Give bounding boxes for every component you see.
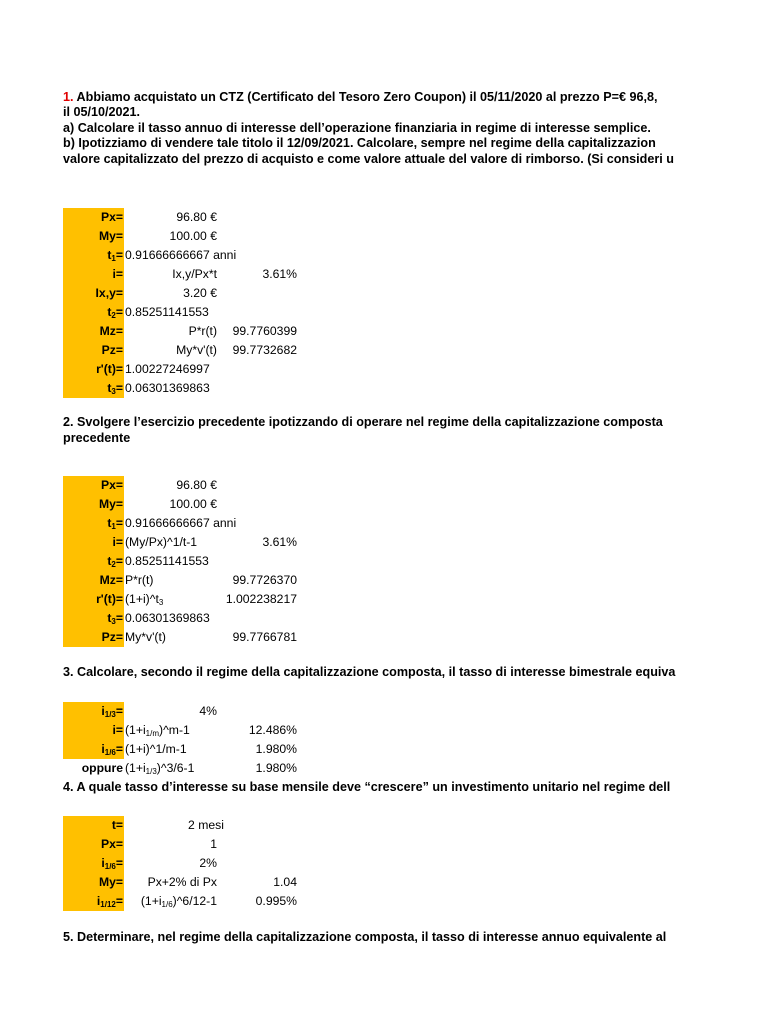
cell-label[interactable]: Pz= (63, 341, 124, 360)
cell-result[interactable]: 1.980% (255, 761, 297, 775)
cell-formula[interactable]: My*v'(t) (125, 630, 166, 644)
cell-formula[interactable]: $(1+i_{1/m})\^{}m-1$ (125, 723, 190, 738)
exercise-1-line-1: 1. Abbiamo acquistato un CTZ (Certificato del Tesoro Zero Coupon) il 05/11/2020 al prezzo P=€ 96,8, (63, 90, 658, 104)
cell-label[interactable]: Px= (63, 835, 124, 854)
exercise-1-line-2: il 05/10/2021. (63, 105, 141, 119)
cell-value[interactable]: 1.00227246997 (125, 362, 210, 376)
cell-result[interactable]: 99.7766781 (232, 630, 297, 644)
cell-label[interactable]: $i_{1/6}=$ (63, 740, 124, 759)
cell-label[interactable]: r'(t)= (63, 590, 124, 609)
exercise-1-line-4: b) Ipotizziamo di vendere tale titolo il 12/09/2021. Calcolare, sempre nel regime della capitalizzazion (63, 136, 656, 150)
cell-value[interactable]: 0.85251141553 (125, 554, 209, 568)
exercise-4-line: 4. A quale tasso d’interesse su base mensile deve “crescere” un investimento unitario nel regime dell (63, 780, 671, 794)
cell-label[interactable]: r'(t)= (63, 360, 124, 379)
cell-formula[interactable]: $(1+i)\^{}t_3$ (125, 592, 164, 607)
cell-label[interactable]: Px= (63, 208, 124, 227)
cell-value[interactable]: 0.91666666667 anni (125, 248, 237, 262)
cell-label[interactable]: My= (63, 227, 124, 246)
cell-result[interactable]: 1.002238217 (225, 592, 297, 606)
cell-label[interactable]: $t_2=$ (63, 552, 124, 571)
cell-value[interactable]: 1 (210, 837, 217, 851)
cell-value[interactable]: 2% (199, 856, 217, 870)
cell-formula[interactable]: My*v'(t) (176, 343, 217, 357)
cell-label[interactable]: Pz= (63, 628, 124, 647)
cell-value[interactable]: 96.80 € (176, 478, 217, 492)
cell-label[interactable]: Px= (63, 476, 124, 495)
cell-value[interactable]: 0.06301369863 (125, 611, 210, 625)
cell-value[interactable]: 0.91666666667 anni (125, 516, 237, 530)
cell-formula[interactable]: $(1+i_{1/6})\^{}6/12-1$ (140, 894, 217, 909)
cell-result[interactable]: 12.486% (248, 723, 297, 737)
cell-value[interactable]: 0.85251141553 (125, 305, 209, 319)
cell-formula[interactable]: P*r(t) (188, 324, 217, 338)
cell-formula[interactable]: Px+2% di Px (147, 875, 217, 889)
cell-result[interactable]: 99.7760399 (232, 324, 297, 338)
exercise-2-line-1: 2. Svolgere l’esercizio precedente ipotizzando di operare nel regime della capitalizzazione composta (63, 415, 663, 429)
cell-label[interactable]: $t_3=$ (63, 379, 124, 398)
cell-label[interactable]: Ix,y= (63, 284, 124, 303)
cell-value[interactable]: 96.80 € (176, 210, 217, 224)
cell-value[interactable]: 2 mesi (188, 818, 224, 832)
cell-label[interactable]: i= (63, 533, 124, 552)
cell-value[interactable]: 0.06301369863 (125, 381, 210, 395)
cell-label[interactable]: $t_3=$ (63, 609, 124, 628)
exercise-1-number: 1. (63, 90, 74, 104)
cell-result[interactable]: 3.61% (262, 267, 297, 281)
cell-formula[interactable]: $(1+i_{1/3})\^{}3/6-1$ (125, 761, 195, 776)
cell-label[interactable]: Mz= (63, 322, 124, 341)
cell-label[interactable]: My= (63, 873, 124, 892)
cell-label[interactable]: $i_{1/12}=$ (63, 892, 124, 911)
exercise-1-line-5: valore capitalizzato del prezzo di acquisto e come valore attuale del valore di rimborso. (Si consideri u (63, 152, 674, 166)
cell-result[interactable]: 1.04 (273, 875, 297, 889)
cell-formula[interactable]: (1+i)^1/m-1 (125, 742, 187, 756)
cell-label[interactable]: i= (63, 721, 124, 740)
cell-formula[interactable]: Ix,y/Px*t (172, 267, 217, 281)
cell-label[interactable]: $t_2=$ (63, 303, 124, 322)
cell-label[interactable]: My= (63, 495, 124, 514)
cell-label[interactable]: t= (63, 816, 124, 835)
cell-result[interactable]: 0.995% (255, 894, 297, 908)
cell-label[interactable]: $i_{1/3}=$ (63, 702, 124, 721)
cell-formula[interactable]: P*r(t) (125, 573, 154, 587)
cell-result[interactable]: 99.7726370 (232, 573, 297, 587)
cell-label[interactable]: $i_{1/6}=$ (63, 854, 124, 873)
cell-label[interactable]: i= (63, 265, 124, 284)
cell-value[interactable]: 100.00 € (169, 497, 217, 511)
cell-formula[interactable]: (My/Px)^1/t-1 (125, 535, 198, 549)
cell-result[interactable]: 3.61% (262, 535, 297, 549)
exercise-2-line-2: precedente (63, 431, 131, 445)
exercise-5-line: 5. Determinare, nel regime della capitalizzazione composta, il tasso di interesse annuo equivalente al (63, 930, 667, 944)
cell-value[interactable]: 100.00 € (169, 229, 217, 243)
cell-label[interactable]: Mz= (63, 571, 124, 590)
cell-label[interactable]: oppure (81, 761, 123, 775)
cell-result[interactable]: 99.7732682 (232, 343, 297, 357)
exercise-1-line-3: a) Calcolare il tasso annuo di interesse dell’operazione finanziaria in regime di interesse semplice. (63, 121, 651, 135)
exercise-3-line: 3. Calcolare, secondo il regime della capitalizzazione composta, il tasso di interesse bimestrale equiva (63, 665, 676, 679)
cell-label[interactable]: $t_1=$ (63, 246, 124, 265)
cell-label[interactable]: $t_1=$ (63, 514, 124, 533)
cell-result[interactable]: 1.980% (255, 742, 297, 756)
cell-value[interactable]: 3.20 € (183, 286, 217, 300)
cell-value[interactable]: 4% (199, 704, 217, 718)
